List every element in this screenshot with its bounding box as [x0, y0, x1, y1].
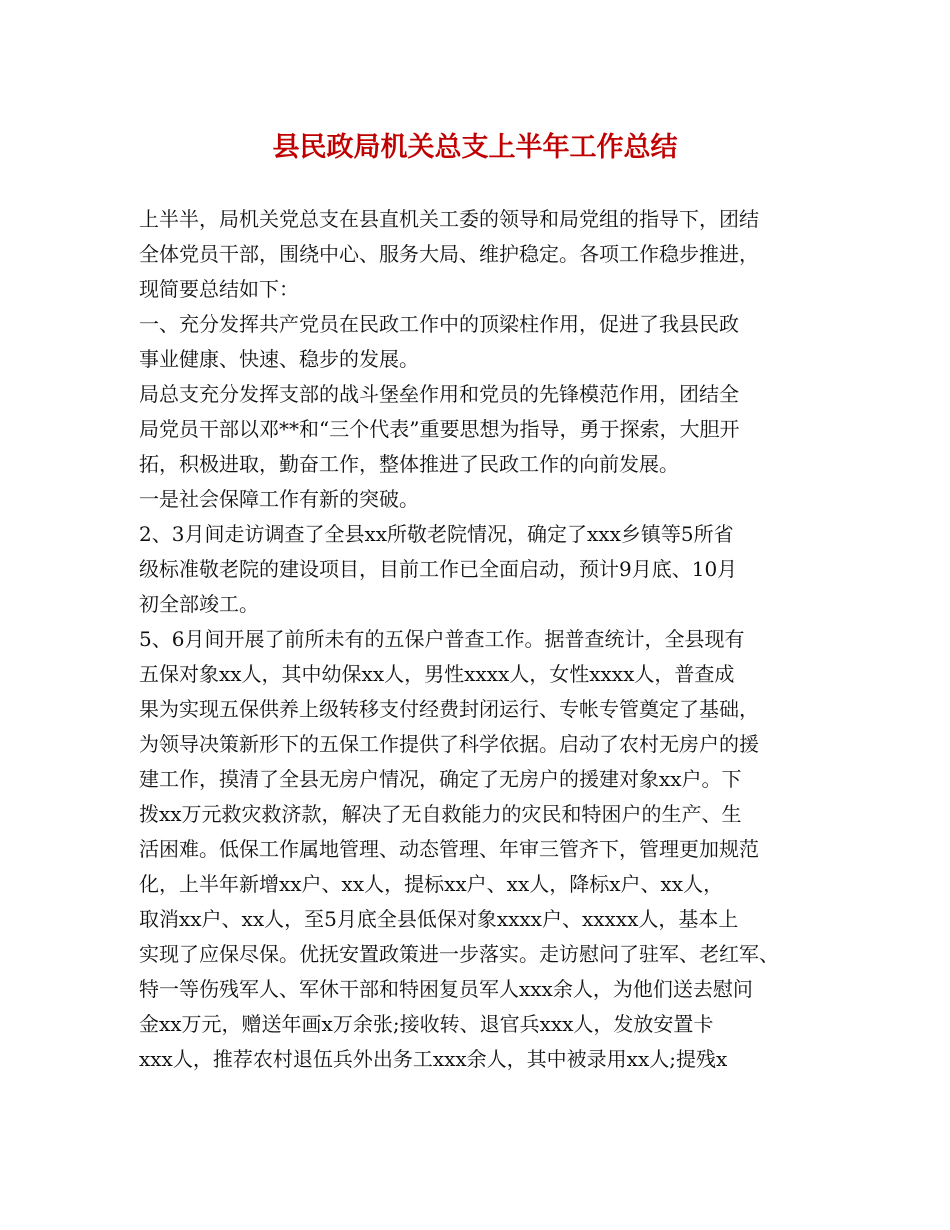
body-line-22: 实现了应保尽保。优抚安置政策进一步落实。走访慰问了驻军、老红军、	[139, 942, 779, 966]
document-body	[139, 202, 829, 1077]
body-line-20: 化，上半年新增xx户、xx人，提标xx户、xx人，降标x户、xx人，	[139, 872, 724, 896]
body-line-11: 级标准敬老院的建设项目，目前工作已全面启动，预计9月底、10月	[139, 557, 738, 581]
body-line-25: xxx人，推荐农村退伍兵外出务工xxx余人，其中被录用xx人;提残x	[139, 1047, 728, 1071]
section-heading-one: 一、充分发挥共产党员在民政工作中的顶梁柱作用，促进了我县民政	[139, 312, 739, 336]
body-line-16: 为领导决策新形下的五保工作提供了科学依据。启动了农村无房户的援	[139, 732, 759, 756]
body-line-19: 活困难。低保工作属地管理、动态管理、年审三管齐下，管理更加规范	[139, 837, 759, 861]
body-line-21: 取消xx户、xx人，至5月底全县低保对象xxxx户、xxxxx人，基本上	[139, 907, 739, 931]
body-line-12: 初全部竣工。	[139, 592, 259, 616]
body-line-14: 五保对象xx人，其中幼保xx人，男性xxxx人，女性xxxx人，普查成	[139, 662, 735, 686]
body-line-24: 金xx万元，赠送年画x万余张;接收转、退官兵xxx人，发放安置卡	[139, 1012, 714, 1036]
body-line-10: 2、3月间走访调查了全县xx所敬老院情况，确定了xxx乡镇等5所省	[139, 522, 734, 546]
body-line-17: 建工作，摸清了全县无房户情况，确定了无房户的援建对象xx户。下	[139, 767, 742, 791]
document-title: 县民政局机关总支上半年工作总结	[272, 132, 678, 163]
body-line-18: 拨xx万元救灾救济款，解决了无自救能力的灾民和特困户的生产、生	[139, 802, 742, 826]
body-line-8: 拓，积极进取，勤奋工作，整体推进了民政工作的向前发展。	[139, 452, 679, 476]
body-line-13: 5、6月间开展了前所未有的五保户普查工作。据普查统计，全县现有	[139, 627, 745, 651]
body-line-15: 果为实现五保供养上级转移支付经费封闭运行、专帐专管奠定了基础，	[139, 697, 759, 721]
body-line-6: 局总支充分发挥支部的战斗堡垒作用和党员的先锋模范作用，团结全	[139, 382, 739, 406]
body-line-2: 全体党员干部，围绕中心、服务大局、维护稳定。各项工作稳步推进，	[139, 242, 759, 266]
body-line-5: 事业健康、快速、稳步的发展。	[139, 347, 419, 371]
subsection-heading: 一是社会保障工作有新的突破。	[139, 487, 419, 511]
body-line-1: 上半半，局机关党总支在县直机关工委的领导和局党组的指导下，团结	[139, 207, 759, 231]
body-line-3: 现简要总结如下：	[139, 277, 299, 301]
body-line-7: 局党员干部以邓**和“三个代表”重要思想为指导，勇于探索，大胆开	[139, 417, 740, 441]
body-line-23: 特一等伤残军人、军休干部和特困复员军人xxx余人，为他们送去慰问	[139, 977, 753, 1001]
